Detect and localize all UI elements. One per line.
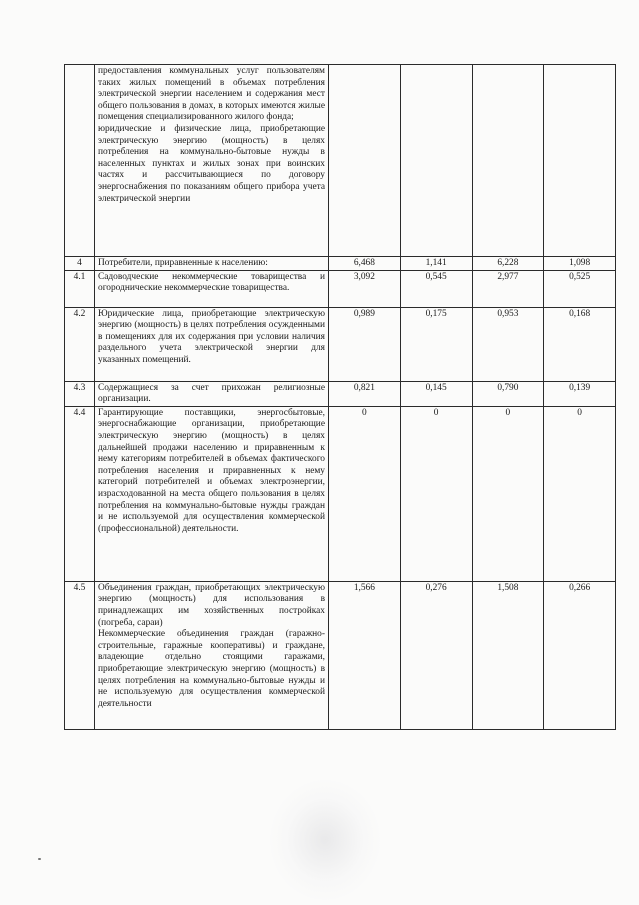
- value-cell: 0,175: [400, 307, 472, 381]
- value-cell: 0,276: [400, 581, 472, 729]
- table-row: [65, 270, 616, 307]
- tariff-table: [64, 64, 616, 730]
- table-row: [65, 257, 616, 271]
- row-description: Содержащиеся за счет прихожан религиозные организации.: [95, 381, 329, 406]
- value-cell: [472, 65, 544, 257]
- value-cell: 0,545: [400, 270, 472, 307]
- value-cell: 0,168: [544, 307, 616, 381]
- value-cell: 1,566: [329, 581, 401, 729]
- value-cell: 0: [400, 406, 472, 581]
- row-description: Гарантирующие поставщики, энергосбытовые, энергоснабжающие организации, приобретающие электрическую энергию (мощность) в целях дальнейшей продажи населению и приравненным к нему категориям потребителей в объемах фактического потребления населения и приравненных к нему категорий потребителей и объемах электроэнергии, израсходованной на места общего пользования в целях потребления на коммунально-бытовые нужды граждан и не используемой для осуществления коммерческой (профессиональной) деятельности.: [95, 406, 329, 581]
- row-number: 4.3: [65, 381, 95, 406]
- row-description: Объединения граждан, приобретающих электрическую энергию (мощность) для использования в принадлежащих им хозяйственных постройках (погреба, сараи) Некоммерческие объединения граждан (гаражно-строительные, гаражные кооперативы) и граждане, владеющие отдельно стоящими гаражами, приобретающие электрическую энергию (мощность) в целях потребления на коммунально-бытовые нужды и не используемую для осуществления коммерческой деятельности: [95, 581, 329, 729]
- value-cell: 6,468: [329, 257, 401, 271]
- row-number: 4.4: [65, 406, 95, 581]
- value-cell: 0,266: [544, 581, 616, 729]
- value-cell: 1,141: [400, 257, 472, 271]
- value-cell: 0,525: [544, 270, 616, 307]
- row-number: 4.5: [65, 581, 95, 729]
- value-cell: [329, 65, 401, 257]
- value-cell: [400, 65, 472, 257]
- value-cell: 0: [544, 406, 616, 581]
- value-cell: 0,139: [544, 381, 616, 406]
- value-cell: [544, 65, 616, 257]
- value-cell: 0: [472, 406, 544, 581]
- value-cell: 2,977: [472, 270, 544, 307]
- row-number: [65, 65, 95, 257]
- row-description: предоставления коммунальных услуг пользователям таких жилых помещений в объемах потребления электрической энергии населением и содержания мест общего пользования в домах, в которых имеются жилые помещения специализированного жилого фонда; юридические и физические лица, приобретающие электрическую энергию (мощность) в целях потребления на коммунально-бытовые нужды в населенных пунктах и жилых зонах при воинских частях и рассчитывающиеся по договору энергоснабжения по показаниям общего прибора учета электрической энергии: [95, 65, 329, 257]
- table-row: [65, 581, 616, 729]
- scan-smudge: [270, 780, 380, 900]
- value-cell: 3,092: [329, 270, 401, 307]
- row-number: 4: [65, 257, 95, 271]
- value-cell: 0,145: [400, 381, 472, 406]
- table-row: [65, 406, 616, 581]
- row-number: 4.1: [65, 270, 95, 307]
- row-description: Потребители, приравненные к населению:: [95, 257, 329, 271]
- table-row: [65, 307, 616, 381]
- table-row: [65, 65, 616, 257]
- value-cell: 1,508: [472, 581, 544, 729]
- value-cell: 0: [329, 406, 401, 581]
- value-cell: 0,790: [472, 381, 544, 406]
- scan-speck: [38, 858, 41, 860]
- value-cell: 6,228: [472, 257, 544, 271]
- row-description: Садоводческие некоммерческие товарищества и огороднические некоммерческие товарищества.: [95, 270, 329, 307]
- value-cell: 0,989: [329, 307, 401, 381]
- row-description: Юридические лица, приобретающие электрическую энергию (мощность) в целях потребления осужденными в помещениях для их содержания при условии наличия раздельного учета электрической энергии для указанных помещений.: [95, 307, 329, 381]
- value-cell: 0,821: [329, 381, 401, 406]
- row-number: 4.2: [65, 307, 95, 381]
- value-cell: 0,953: [472, 307, 544, 381]
- table-row: [65, 381, 616, 406]
- value-cell: 1,098: [544, 257, 616, 271]
